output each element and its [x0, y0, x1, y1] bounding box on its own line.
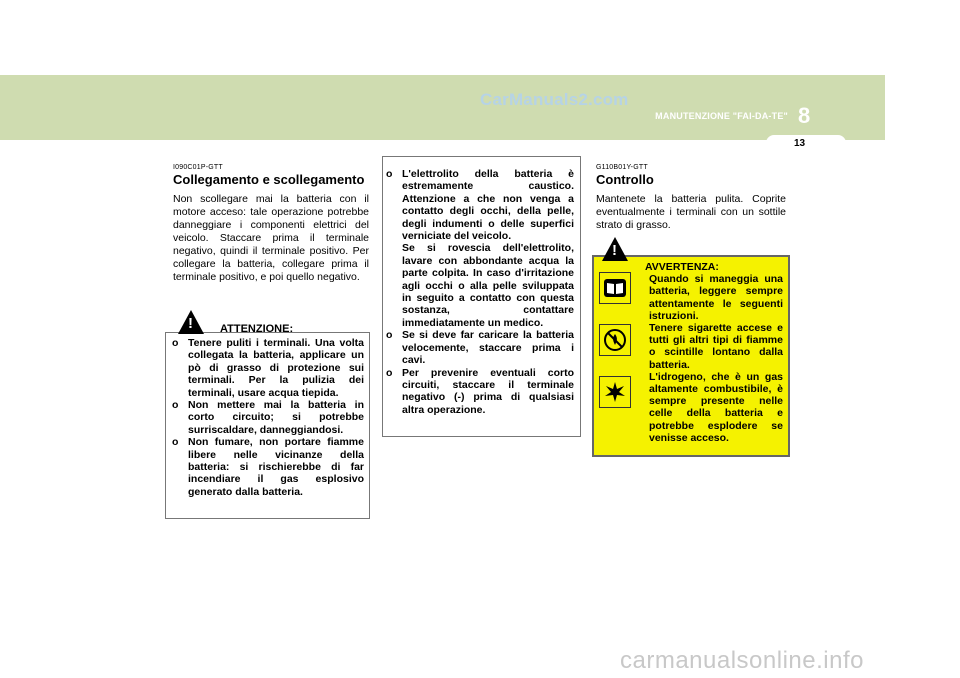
header-band	[0, 75, 885, 140]
chapter-number: 8	[798, 103, 811, 128]
attenzione-continued-list	[386, 168, 574, 416]
section-heading: Controllo	[596, 172, 654, 187]
explosion-icon	[599, 376, 631, 408]
avvertenza-line: Quando si maneggia una batteria, leggere sempre attentamente le seguenti istruzioni.	[649, 273, 783, 322]
list-item: o Per prevenire eventuali corto circuiti, staccare il terminale negativo (-) prima di qualsiasi altra operazione.	[386, 366, 574, 416]
exclamation-icon: !	[612, 242, 617, 259]
list-item: o Tenere puliti i terminali. Una volta collegata la batteria, applicare un pò di grasso di protezione sui terminali. Per la pulizia dei terminali, usare acqua tiepida.	[172, 337, 364, 399]
book-icon	[599, 272, 631, 304]
page-number: 13	[794, 138, 806, 149]
page-tab	[766, 135, 846, 151]
avvertenza-line: L'idrogeno, che è un gas altamente combustibile, è sempre presente nelle celle della batteria e potrebbe esplodere se venisse acceso.	[649, 370, 783, 444]
avvertenza-line: Tenere sigarette accese e tutti gli altri tipi di fiamme o scintille lontano dalla batteria.	[649, 322, 783, 371]
site-watermark[interactable]: CarManuals2.com	[480, 90, 629, 109]
avvertenza-title: AVVERTENZA:	[645, 261, 719, 273]
avvertenza-content	[645, 261, 783, 444]
section-body: Mantenete la batteria pulita. Coprite eventualmente i terminali con un sottile strato di grasso.	[596, 193, 786, 231]
section-controllo	[596, 164, 786, 232]
list-item: o Non mettere mai la batteria in corto circuito; si potrebbe surriscaldare, danneggiandosi.	[172, 399, 364, 436]
no-flame-icon	[599, 324, 631, 356]
section-heading: Collegamento e scollegamento	[173, 172, 365, 187]
exclamation-icon: !	[188, 315, 193, 332]
section-body: Non scollegare mai la batteria con il motore acceso: tale operazione potrebbe danneggiare i componenti elettrici del veicolo. Staccare prima il terminale negativo, quindi il terminale positivo. Per collegare la batteria, collegare prima il terminale positivo, e poi quello negativo.	[173, 193, 369, 283]
list-item: o Non fumare, non portare fiamme libere nelle vicinanze della batteria: si rischierebbe di far incendiare il gas esplosivo generato dalla batteria.	[172, 436, 364, 498]
footer-watermark[interactable]: carmanualsonline.info	[620, 647, 864, 674]
section-code: G110B01Y-GTT	[596, 164, 648, 171]
list-item: o L'elettrolito della batteria è estremamente caustico. Attenzione a che non venga a contatto degli occhi, della pelle, degli indumenti o delle superfici verniciate del veicolo. Se si rovescia dell'elettrolito, lavare con abbondante acqua la parte colpita. In caso d'irritazione agli occhi o alla pelle sviluppata in seguito a contatto con questa sostanza, contattare immediatamente un medico.	[386, 168, 574, 329]
section-collegamento	[173, 164, 369, 284]
section-title: MANUTENZIONE "FAI-DA-TE"	[655, 111, 788, 121]
attenzione-title: ATTENZIONE:	[220, 323, 294, 335]
attenzione-continued-content	[386, 168, 574, 416]
list-item: o Se si deve far caricare la batteria velocemente, staccare prima i cavi.	[386, 329, 574, 367]
section-code: I090C01P-GTT	[173, 164, 223, 171]
attenzione-list	[172, 337, 364, 498]
attenzione-content	[172, 323, 364, 498]
